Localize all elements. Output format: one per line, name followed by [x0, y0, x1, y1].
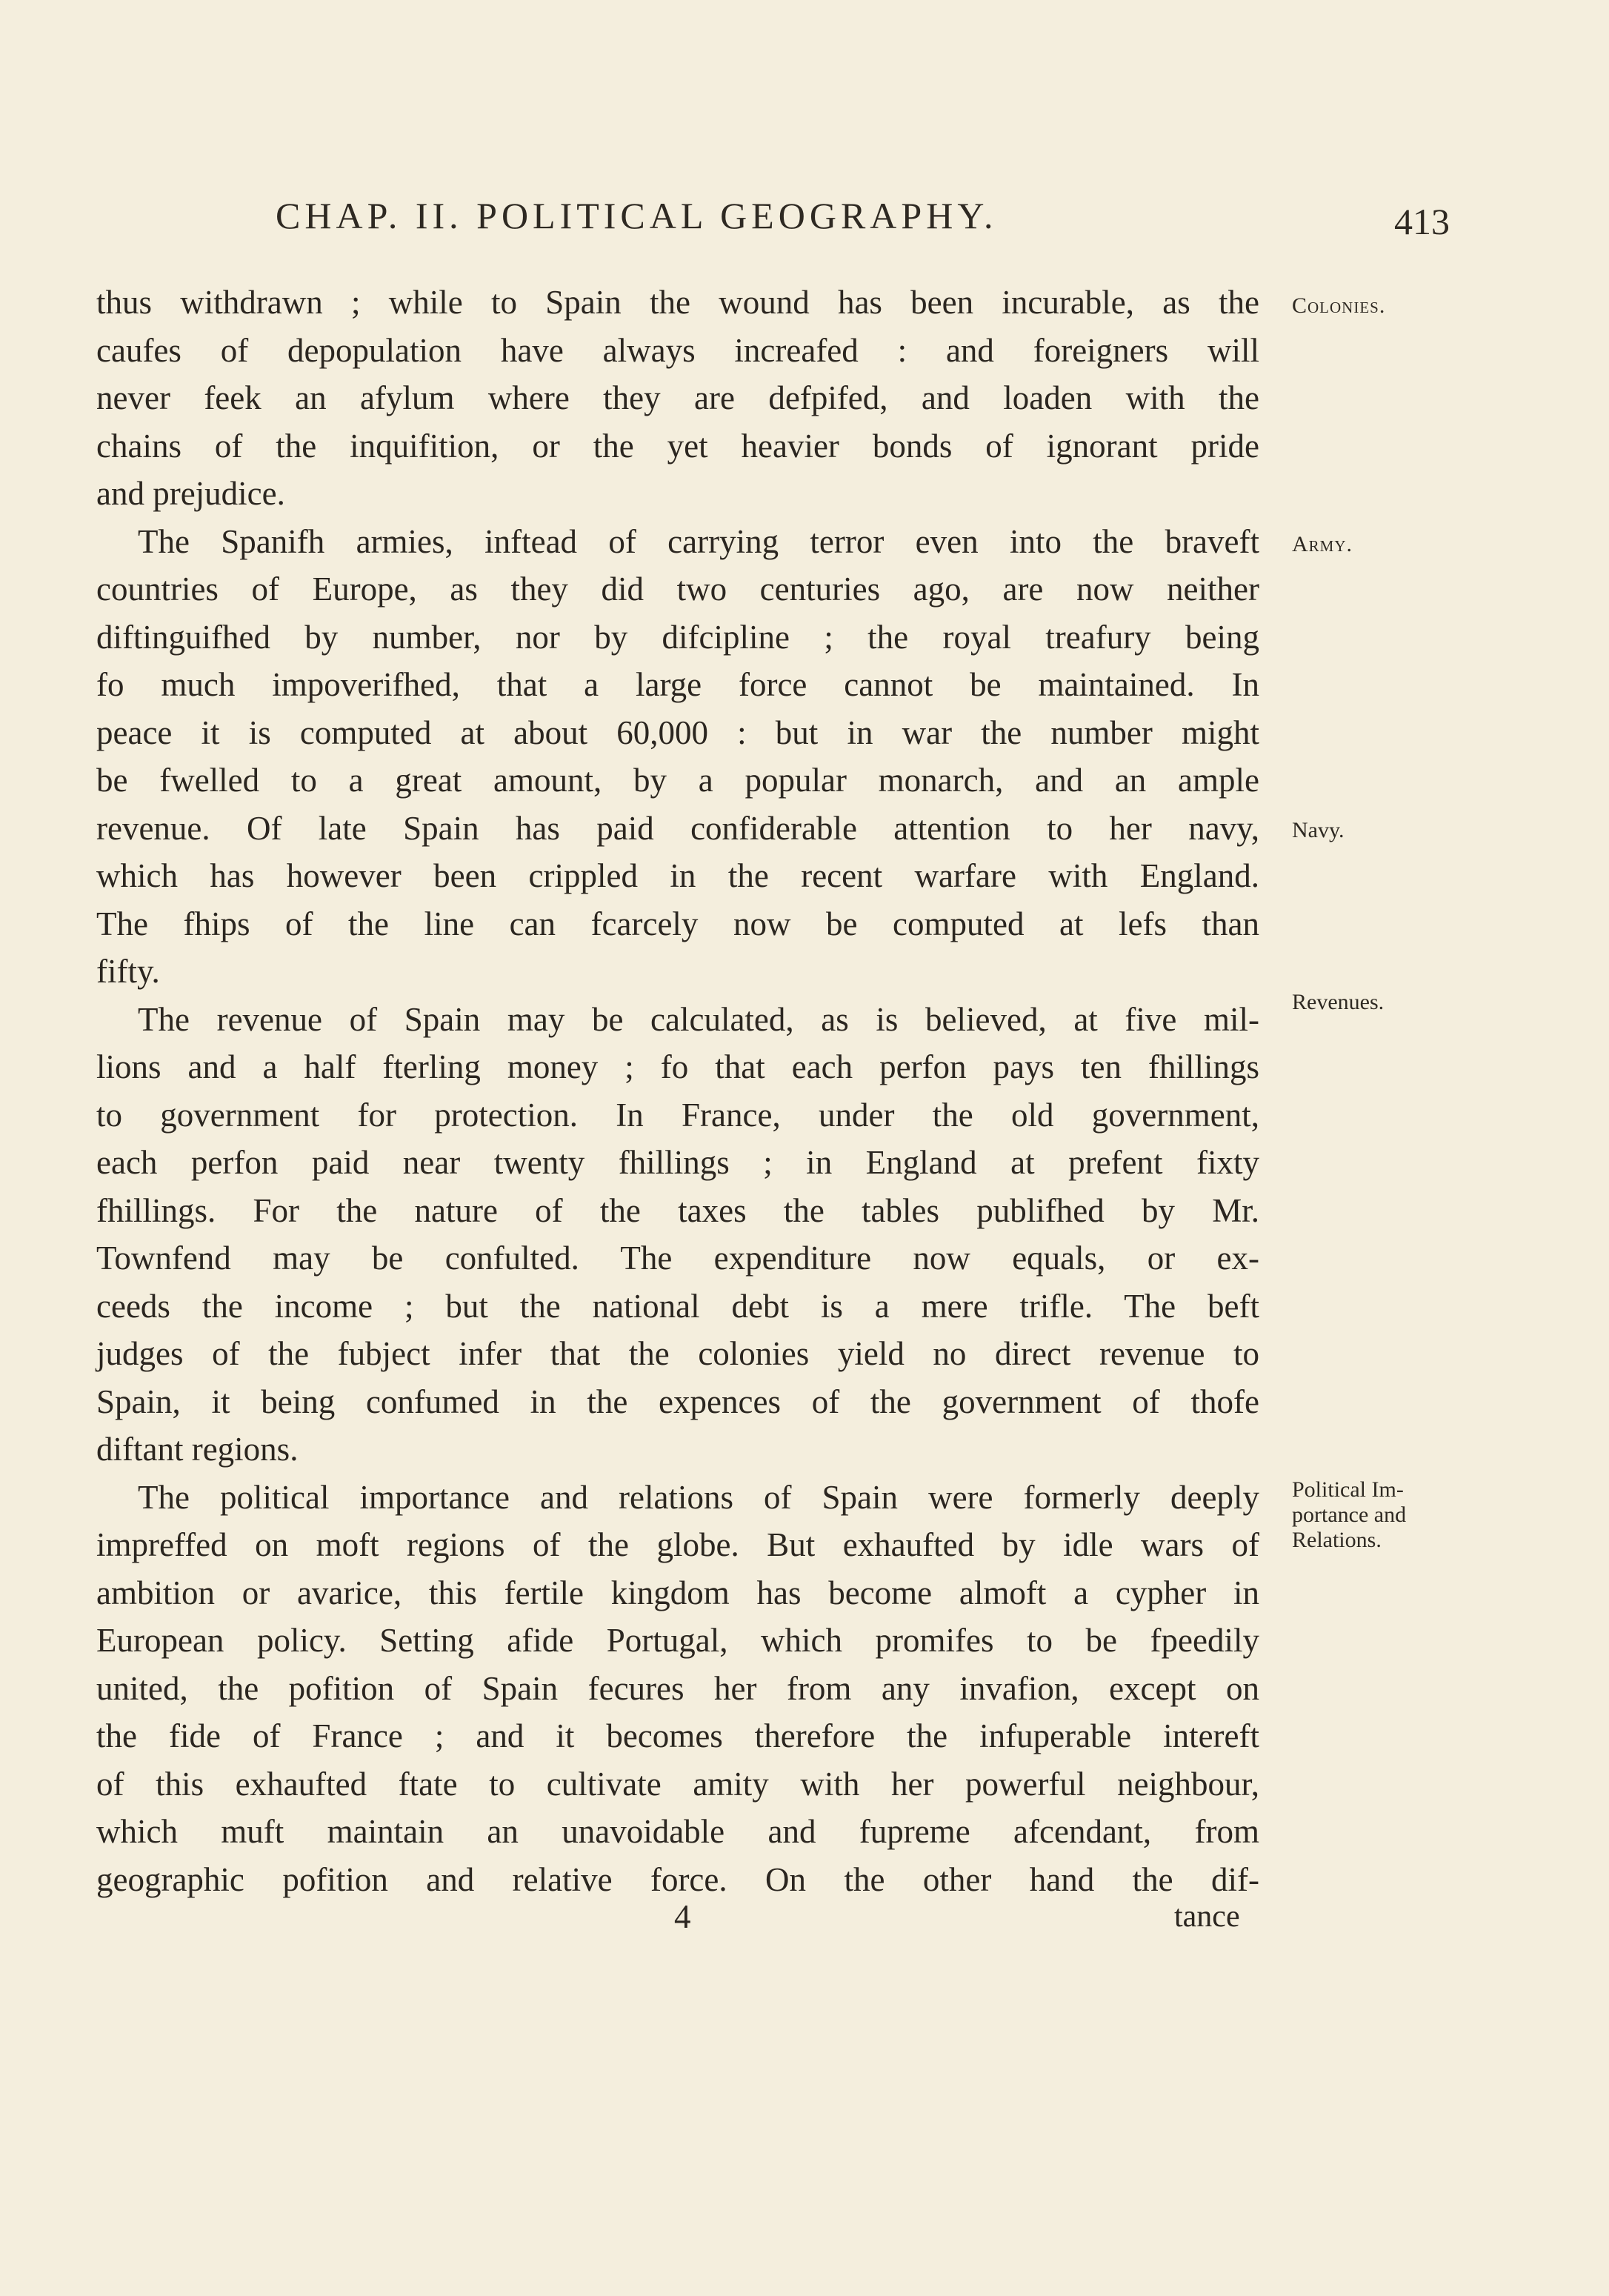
text-line: fhillings. For the nature of the taxes the tables publifhed by Mr. [96, 1191, 1259, 1229]
text-line: ambition or avarice, this fertile kingdom has become almoft a cypher in [96, 1574, 1259, 1611]
page-number: 413 [1394, 201, 1450, 242]
text-line: lions and a half fterling money ; fo that each perfon pays ten fhillings [96, 1048, 1259, 1085]
marginal-note-line: Relations. [1292, 1528, 1382, 1552]
marginal-note-political [1292, 1477, 1406, 1553]
text-line: and prejudice. [96, 475, 285, 512]
text-line: geographic pofition and relative force. On the other hand the dif- [96, 1860, 1259, 1898]
marginal-note-navy: Navy. [1292, 818, 1345, 842]
text-line: each perfon paid near twenty fhillings ; in England at prefent fixty [96, 1144, 1259, 1181]
text-line: fifty. [96, 953, 160, 990]
body-text [96, 279, 1259, 1903]
running-head: CHAP. II. POLITICAL GEOGRAPHY. [276, 195, 998, 236]
text-line: to government for protection. In France, under the old government, [96, 1096, 1259, 1134]
catchword: tance [1174, 1900, 1240, 1934]
text-line: thus withdrawn ; while to Spain the wound has been incurable, as the [96, 284, 1259, 321]
signature-mark: 4 [674, 1898, 691, 1935]
text-line: diftant regions. [96, 1431, 299, 1468]
text-line: peace it is computed at about 60,000 : but in war the number might [96, 713, 1259, 751]
text-line: diftinguifhed by number, nor by difcipline ; the royal treafury being [96, 618, 1259, 656]
text-line: The revenue of Spain may be calculated, as is believed, at five mil- [138, 1000, 1259, 1038]
marginal-note-colonies: Colonies. [1292, 293, 1386, 318]
text-line: Townfend may be confulted. The expenditure now equals, or ex- [96, 1239, 1259, 1277]
marginal-note-line: Political Im- [1292, 1477, 1404, 1502]
text-line: caufes of depopulation have always increafed : and foreigners will [96, 331, 1259, 369]
text-line: the fide of France ; and it becomes therefore the infuperable intereft [96, 1717, 1259, 1754]
text-line: of this exhaufted ftate to cultivate amity with her powerful neighbour, [96, 1765, 1259, 1803]
marginal-note-army: Army. [1292, 532, 1353, 556]
text-line: be fwelled to a great amount, by a popular monarch, and an ample [96, 762, 1259, 799]
text-line: The fhips of the line can fcarcely now be computed at lefs than [96, 905, 1259, 942]
text-line: European policy. Setting afide Portugal, which promifes to be fpeedily [96, 1622, 1259, 1659]
text-line: chains of the inquifition, or the yet heavier bonds of ignorant pride [96, 427, 1259, 465]
text-line: judges of the fubject infer that the colonies yield no direct revenue to [96, 1335, 1259, 1372]
text-line: fo much impoverifhed, that a large force cannot be maintained. In [96, 666, 1259, 703]
text-line: which muft maintain an unavoidable and fupreme afcendant, from [96, 1813, 1259, 1850]
text-line: Spain, it being confumed in the expences of the government of thofe [96, 1382, 1259, 1420]
text-line: united, the pofition of Spain fecures her from any invafion, except on [96, 1669, 1259, 1707]
text-line: which has however been crippled in the recent warfare with England. [96, 857, 1259, 894]
text-line: never feek an afylum where they are defpifed, and loaden with the [96, 379, 1259, 416]
text-line: The political importance and relations of Spain were formerly deeply [138, 1478, 1259, 1516]
marginal-note-revenues: Revenues. [1292, 990, 1385, 1014]
text-line: countries of Europe, as they did two centuries ago, are now neither [96, 570, 1259, 608]
text-line: ceeds the income ; but the national debt is a mere trifle. The beft [96, 1287, 1259, 1325]
text-line: The Spanifh armies, inftead of carrying terror even into the braveft [138, 522, 1259, 560]
text-line: revenue. Of late Spain has paid confiderable attention to her navy, [96, 809, 1259, 847]
marginal-note-line: portance and [1292, 1503, 1407, 1527]
text-line: impreffed on moft regions of the globe. But exhaufted by idle wars of [96, 1526, 1259, 1563]
